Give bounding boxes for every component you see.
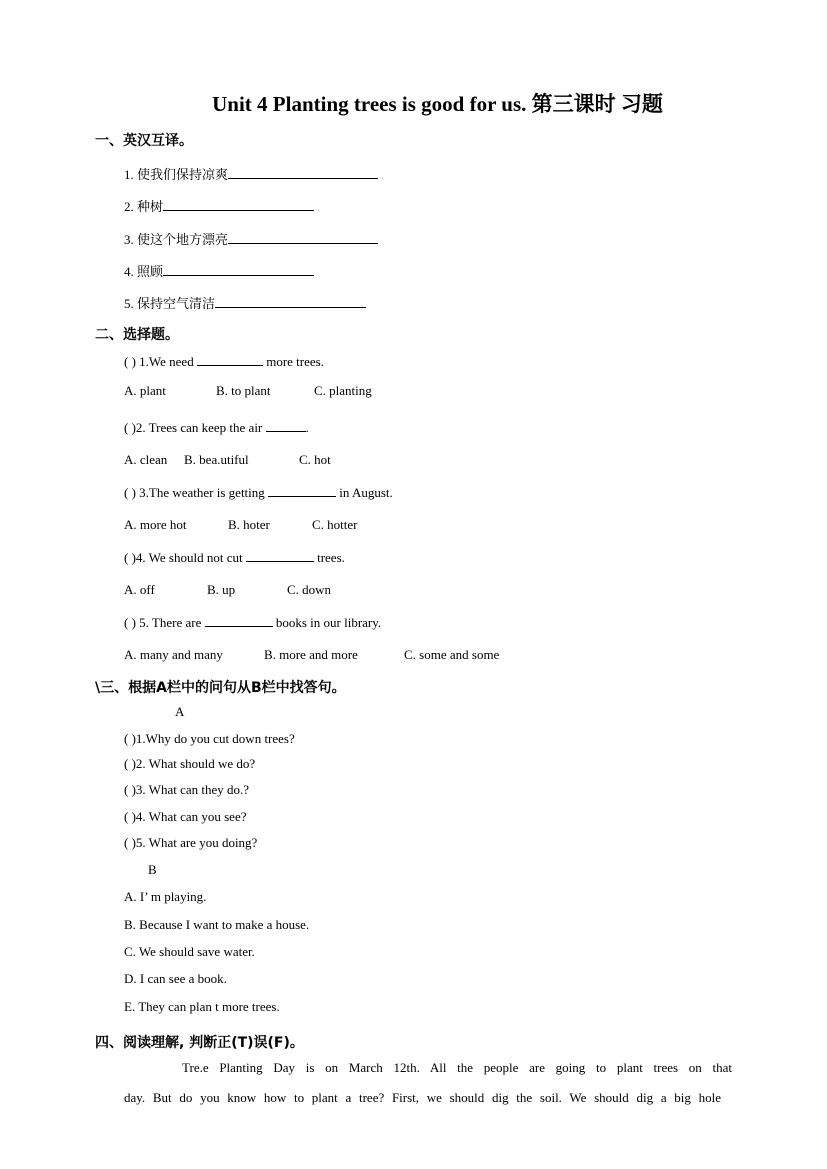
match-answer: D. I can see a book. — [124, 971, 227, 986]
page-title: Unit 4 Planting trees is good for us. 第三课时 习题 — [212, 92, 663, 116]
translation-item — [124, 229, 378, 248]
translation-text: 2. 种树 — [124, 199, 164, 214]
choice-option: A. clean — [124, 452, 168, 467]
choice-question — [124, 614, 381, 631]
choice-option: B. up — [207, 582, 236, 597]
section3-heading: \三、根据A栏中的问句从B栏中找答句。 — [95, 680, 346, 696]
reading-passage-line: Tre.e Planting Day is on March 12th. All the people are going to plant trees on that — [182, 1060, 732, 1075]
question-text: ( ) 5. There are — [124, 615, 202, 630]
translation-text: 4. 照顾 — [124, 264, 164, 279]
choice-question — [124, 419, 309, 436]
match-question: ( )5. What are you doing? — [124, 835, 258, 850]
answer-blank[interactable] — [228, 231, 378, 244]
question-text: more trees. — [266, 354, 324, 369]
choice-option: C. down — [287, 582, 332, 597]
column-b-label: B — [148, 862, 157, 877]
choice-option: C. hotter — [312, 517, 358, 532]
choice-option: B. hoter — [228, 517, 270, 532]
answer-blank[interactable] — [246, 549, 314, 562]
section2-heading: 二、选择题。 — [95, 327, 179, 343]
match-question: ( )4. What can you see? — [124, 809, 247, 824]
answer-blank[interactable] — [228, 166, 378, 179]
choice-option: C. hot — [299, 452, 331, 467]
reading-passage-line: day. But do you know how to plant a tree? First, we should dig the soil. We should dig a big hole — [124, 1090, 721, 1105]
question-text: . — [305, 420, 309, 435]
answer-blank[interactable] — [215, 295, 366, 308]
choice-option: A. many and many — [124, 647, 223, 662]
column-a-label: A — [175, 704, 185, 719]
match-answer: A. I’ m playing. — [124, 889, 207, 904]
question-text: in August. — [339, 485, 393, 500]
translation-text: 5. 保持空气清洁 — [124, 296, 216, 311]
question-text: ( ) 3.The weather is getting — [124, 485, 265, 500]
choice-option: A. off — [124, 582, 155, 597]
answer-blank[interactable] — [163, 263, 314, 276]
choice-option: C. some and some — [404, 647, 500, 662]
section4-heading: 四、阅读理解, 判断正(T)误(F)。 — [95, 1035, 304, 1051]
translation-item — [124, 164, 378, 183]
answer-blank[interactable] — [268, 484, 336, 497]
translation-text: 3. 使这个地方漂亮 — [124, 232, 229, 247]
translation-item — [124, 196, 314, 215]
question-text: ( )4. We should not cut — [124, 550, 243, 565]
choice-option: B. bea.utiful — [184, 452, 249, 467]
section1-heading: 一、英汉互译。 — [95, 133, 193, 149]
match-answer: B. Because I want to make a house. — [124, 917, 310, 932]
choice-question — [124, 353, 324, 370]
match-question: ( )3. What can they do.? — [124, 782, 250, 797]
answer-blank[interactable] — [197, 353, 263, 366]
question-text: ( )2. Trees can keep the air — [124, 420, 263, 435]
choice-option: A. plant — [124, 383, 166, 398]
choice-option: C. planting — [314, 383, 372, 398]
translation-item — [124, 261, 314, 280]
answer-blank[interactable] — [205, 614, 273, 627]
answer-blank[interactable] — [266, 419, 306, 432]
choice-question — [124, 484, 393, 501]
choice-option: B. more and more — [264, 647, 358, 662]
match-question: ( )1.Why do you cut down trees? — [124, 731, 295, 746]
translation-item — [124, 293, 366, 312]
question-text: ( ) 1.We need — [124, 354, 194, 369]
match-answer: E. They can plan t more trees. — [124, 999, 280, 1014]
answer-blank[interactable] — [163, 198, 314, 211]
choice-option: A. more hot — [124, 517, 187, 532]
question-text: trees. — [317, 550, 345, 565]
match-answer: C. We should save water. — [124, 944, 255, 959]
translation-text: 1. 使我们保持凉爽 — [124, 167, 229, 182]
choice-question — [124, 549, 345, 566]
question-text: books in our library. — [275, 615, 382, 630]
choice-option: B. to plant — [216, 383, 271, 398]
match-question: ( )2. What should we do? — [124, 756, 256, 771]
